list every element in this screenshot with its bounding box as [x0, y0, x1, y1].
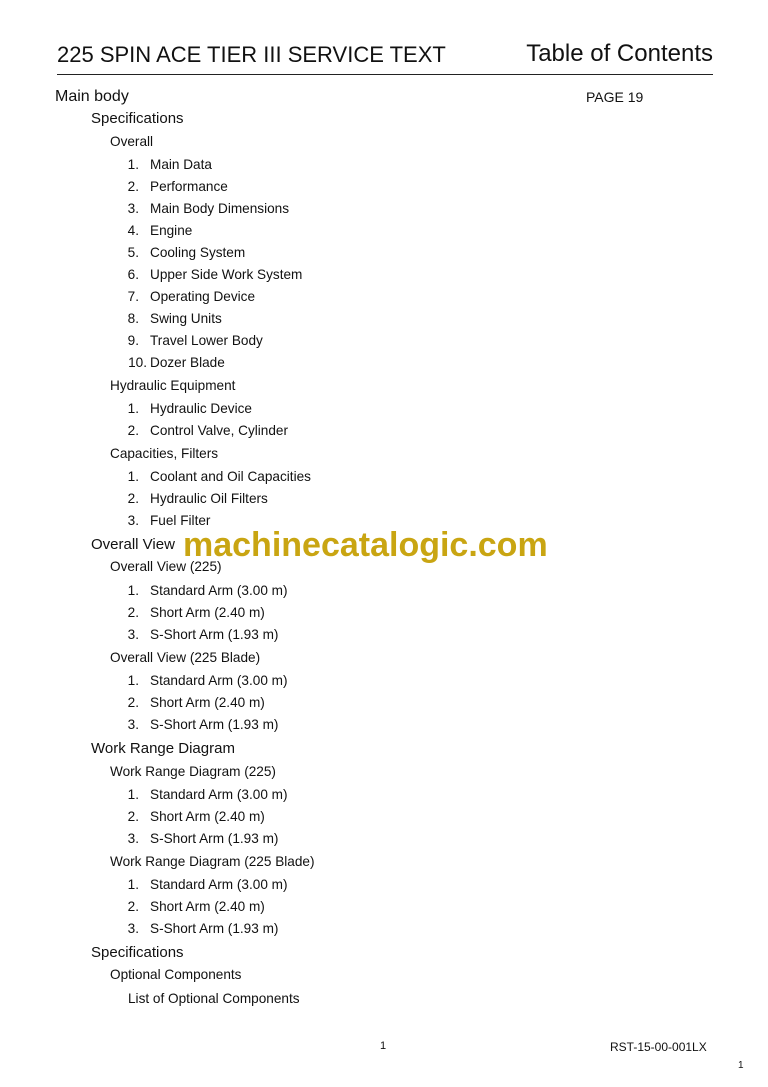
- toc-item-label: Standard Arm (3.00 m): [150, 583, 288, 598]
- toc-item-number: 2.: [127, 899, 139, 914]
- toc-item-number: 2.: [127, 491, 139, 506]
- toc-section-specifications[interactable]: Specifications: [91, 110, 184, 127]
- toc-item-number: 3.: [127, 513, 139, 528]
- toc-item-label: Short Arm (2.40 m): [150, 605, 265, 620]
- watermark: machinecatalogic.com: [183, 526, 548, 564]
- toc-item-number: 1.: [127, 787, 139, 802]
- toc-item-label: Dozer Blade: [150, 355, 225, 370]
- toc-item-number: 3.: [127, 627, 139, 642]
- toc-group-work-range-225[interactable]: Work Range Diagram (225): [110, 764, 276, 779]
- toc-item-label: S-Short Arm (1.93 m): [150, 627, 279, 642]
- toc-title: Table of Contents: [526, 40, 713, 67]
- toc-item-number: 6.: [127, 267, 139, 282]
- toc-item-number: 10.: [128, 355, 147, 370]
- toc-group-optional-components[interactable]: Optional Components: [110, 967, 242, 982]
- footer-document-code: RST-15-00-001LX: [610, 1040, 707, 1054]
- toc-item-number: 7.: [127, 289, 139, 304]
- toc-item-label: S-Short Arm (1.93 m): [150, 717, 279, 732]
- toc-item-label: Standard Arm (3.00 m): [150, 673, 288, 688]
- toc-item-label: Cooling System: [150, 245, 246, 260]
- toc-item-label: Travel Lower Body: [150, 333, 263, 348]
- toc-item-number: 1.: [127, 877, 139, 892]
- toc-item-number: 1.: [127, 673, 139, 688]
- toc-item-label: Swing Units: [150, 311, 222, 326]
- toc-item-number: 8.: [127, 311, 139, 326]
- toc-item-label: Operating Device: [150, 289, 256, 304]
- toc-item-label: Fuel Filter: [150, 513, 211, 528]
- toc-item-number: 9.: [127, 333, 139, 348]
- toc-item-label: Main Data: [150, 157, 212, 172]
- toc-group-work-range-225-blade[interactable]: Work Range Diagram (225 Blade): [110, 854, 315, 869]
- footer-page-number: 1: [380, 1040, 387, 1052]
- toc-group-overall-view-225-blade[interactable]: Overall View (225 Blade): [110, 650, 261, 665]
- toc-item-label: Coolant and Oil Capacities: [150, 469, 311, 484]
- toc-group-hydraulic-equipment[interactable]: Hydraulic Equipment: [110, 378, 236, 393]
- corner-page-number: 1: [738, 1060, 744, 1071]
- toc-item-label: S-Short Arm (1.93 m): [150, 921, 279, 936]
- toc-item-label: Short Arm (2.40 m): [150, 695, 265, 710]
- toc-item-number: 2.: [127, 695, 139, 710]
- toc-group-capacities-filters[interactable]: Capacities, Filters: [110, 446, 219, 461]
- page-reference: PAGE 19: [586, 89, 644, 105]
- main-body-heading[interactable]: Main body: [55, 88, 129, 105]
- toc-item-number: 2.: [127, 809, 139, 824]
- toc-item-label: Hydraulic Oil Filters: [150, 491, 268, 506]
- toc-item-label: Upper Side Work System: [150, 267, 303, 282]
- toc-item-number: 4.: [127, 223, 139, 238]
- toc-item-label: Standard Arm (3.00 m): [150, 877, 288, 892]
- toc-item-number: 1.: [127, 469, 139, 484]
- toc-group-overall[interactable]: Overall: [110, 134, 154, 149]
- toc-section-work-range-diagram[interactable]: Work Range Diagram: [91, 740, 235, 757]
- toc-item-number: 2.: [127, 605, 139, 620]
- toc-group-overall-view-225[interactable]: Overall View (225): [110, 559, 222, 574]
- toc-item-number: 1.: [127, 583, 139, 598]
- toc-item-number: 5.: [127, 245, 139, 260]
- toc-item-label: S-Short Arm (1.93 m): [150, 831, 279, 846]
- toc-item-number: 2.: [127, 179, 139, 194]
- toc-item-number: 2.: [127, 423, 139, 438]
- toc-item-label: Standard Arm (3.00 m): [150, 787, 288, 802]
- toc-item-label: Hydraulic Device: [150, 401, 252, 416]
- toc-item-label: Engine: [150, 223, 193, 238]
- toc-item-label: Short Arm (2.40 m): [150, 899, 265, 914]
- toc-item-label: Control Valve, Cylinder: [150, 423, 289, 438]
- toc-item-label: Performance: [150, 179, 228, 194]
- toc-item-label: Short Arm (2.40 m): [150, 809, 265, 824]
- toc-section-overall-view[interactable]: Overall View: [91, 536, 175, 553]
- toc-item-number: 3.: [127, 921, 139, 936]
- toc-item-number: 1.: [127, 401, 139, 416]
- document-header: [57, 40, 713, 75]
- toc-item[interactable]: List of Optional Components: [128, 991, 300, 1006]
- toc-item-number: 1.: [127, 157, 139, 172]
- toc-item-number: 3.: [127, 717, 139, 732]
- toc-item-label: Main Body Dimensions: [150, 201, 290, 216]
- toc-section-specifications-optional[interactable]: Specifications: [91, 944, 184, 961]
- toc-item-number: 3.: [127, 201, 139, 216]
- toc-item-number: 3.: [127, 831, 139, 846]
- document-title: 225 SPIN ACE TIER III SERVICE TEXT: [57, 42, 446, 67]
